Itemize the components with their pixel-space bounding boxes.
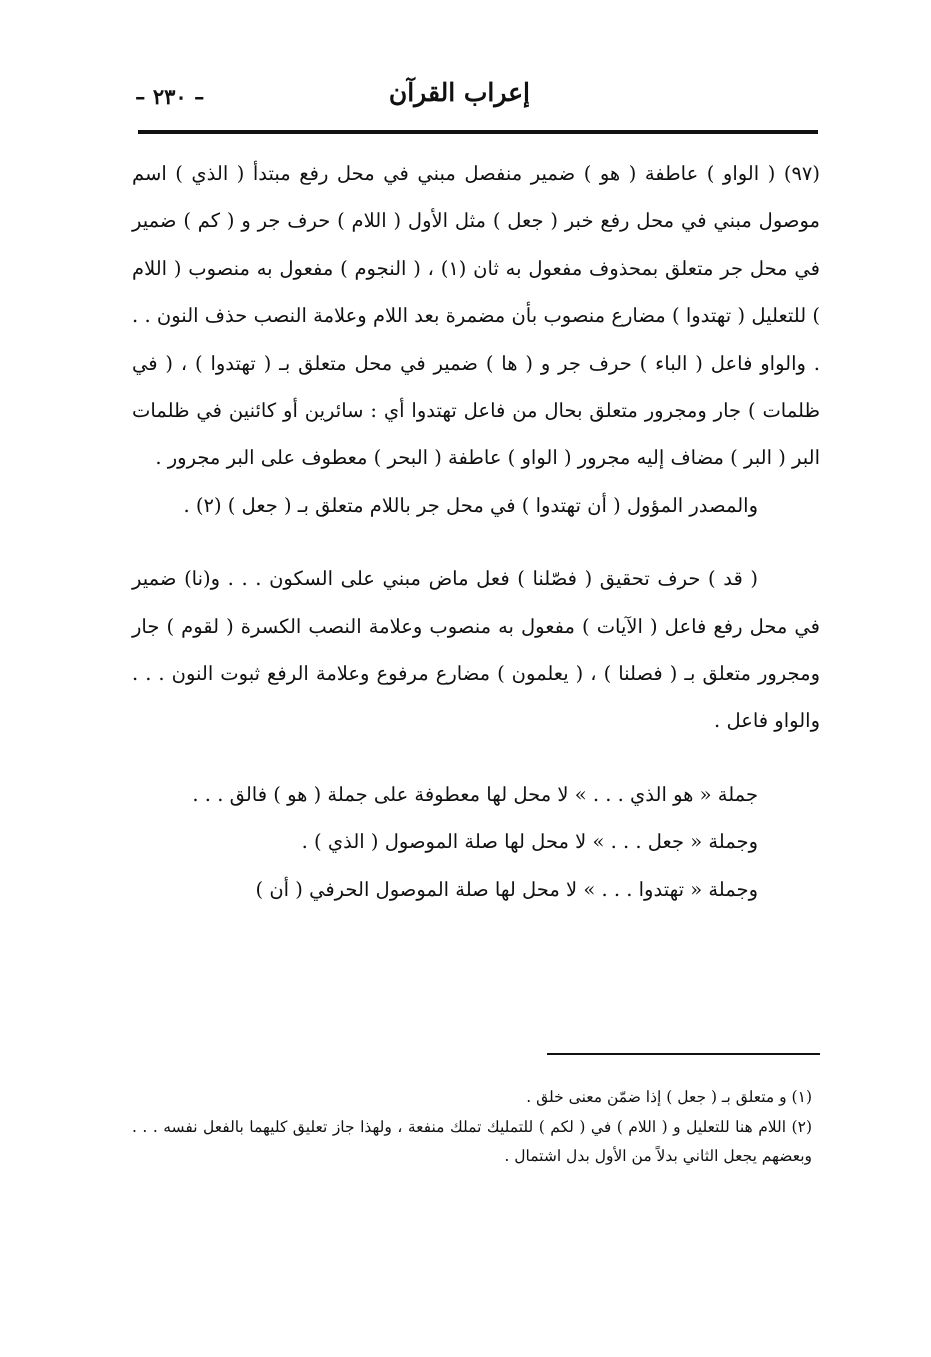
paragraph-sentence-jaala: وجملة « جعل . . . » لا محل لها صلة الموصول ( الذي ) . xyxy=(301,830,758,854)
page-header xyxy=(135,78,820,120)
running-title: إعراب القرآن xyxy=(388,78,530,107)
header-rule xyxy=(138,130,818,134)
main-text xyxy=(132,150,820,913)
footnotes xyxy=(132,1083,820,1172)
footnote-2: (٢) اللام هنا للتعليل و ( اللام ) في ( لكم ) للتمليك تملك منفعة ، ولهذا جاز تعليق كليهما بالفعل نفسه . . . وبعضهم يجعل الثاني بدلاً من الأول بدل اشتمال . xyxy=(132,1117,812,1165)
paragraph-masdar: والمصدر المؤول ( أن تهتدوا ) في محل جر باللام متعلق بـ ( جعل ) (٢) . xyxy=(183,493,758,517)
paragraph-sentence-tahtadu: وجملة « تهتدوا . . . » لا محل لها صلة الموصول الحرفي ( أن ) xyxy=(255,877,758,901)
page-number: – ٢٣٠ – xyxy=(135,84,205,109)
paragraph-qad: ( قد ) حرف تحقيق ( فصّلنا ) فعل ماض مبني على السكون . . . و(نا) ضمير في محل رفع فاعل ( الآيات ) مفعول به منصوب وعلامة النصب الكسرة ( لقوم ) جار ومجرور متعلق بـ ( فصلنا ) ، ( يعلمون ) مضارع مرفوع وعلامة الرفع ثبوت النون . . . والواو فاعل . xyxy=(132,567,820,733)
paragraph-sentence-huwa: جملة « هو الذي . . . » لا محل لها معطوفة على جملة ( هو ) فالق . . . xyxy=(192,782,758,806)
paragraph-verse-97: (٩٧) ( الواو ) عاطفة ( هو ) ضمير منفصل مبني في محل رفع مبتدأ ( الذي ) اسم موصول مبني في محل رفع خبر ( جعل ) مثل الأول ( اللام ) حرف جر و ( كم ) ضمير في محل جر متعلق بمحذوف مفعول به ثان (١) ، ( النجوم ) مفعول به منصوب ( اللام ) للتعليل ( تهتدوا ) مضارع منصوب بأن مضمرة بعد اللام وعلامة النصب حذف النون . . . والواو فاعل ( الباء ) حرف جر و ( ها ) ضمير في محل متعلق بـ ( تهتدوا ) ، ( في ظلمات ) جار ومجرور متعلق بحال من فاعل تهتدوا أي : سائرين أو كائنين في ظلمات البر ( البر ) مضاف إليه مجرور ( الواو ) عاطفة ( البحر ) معطوف على البر مجرور . xyxy=(132,162,820,470)
footnote-1: (١) و متعلق بـ ( جعل ) إذا ضمّن معنى خلق . xyxy=(526,1088,812,1106)
footnote-rule xyxy=(547,1053,820,1055)
